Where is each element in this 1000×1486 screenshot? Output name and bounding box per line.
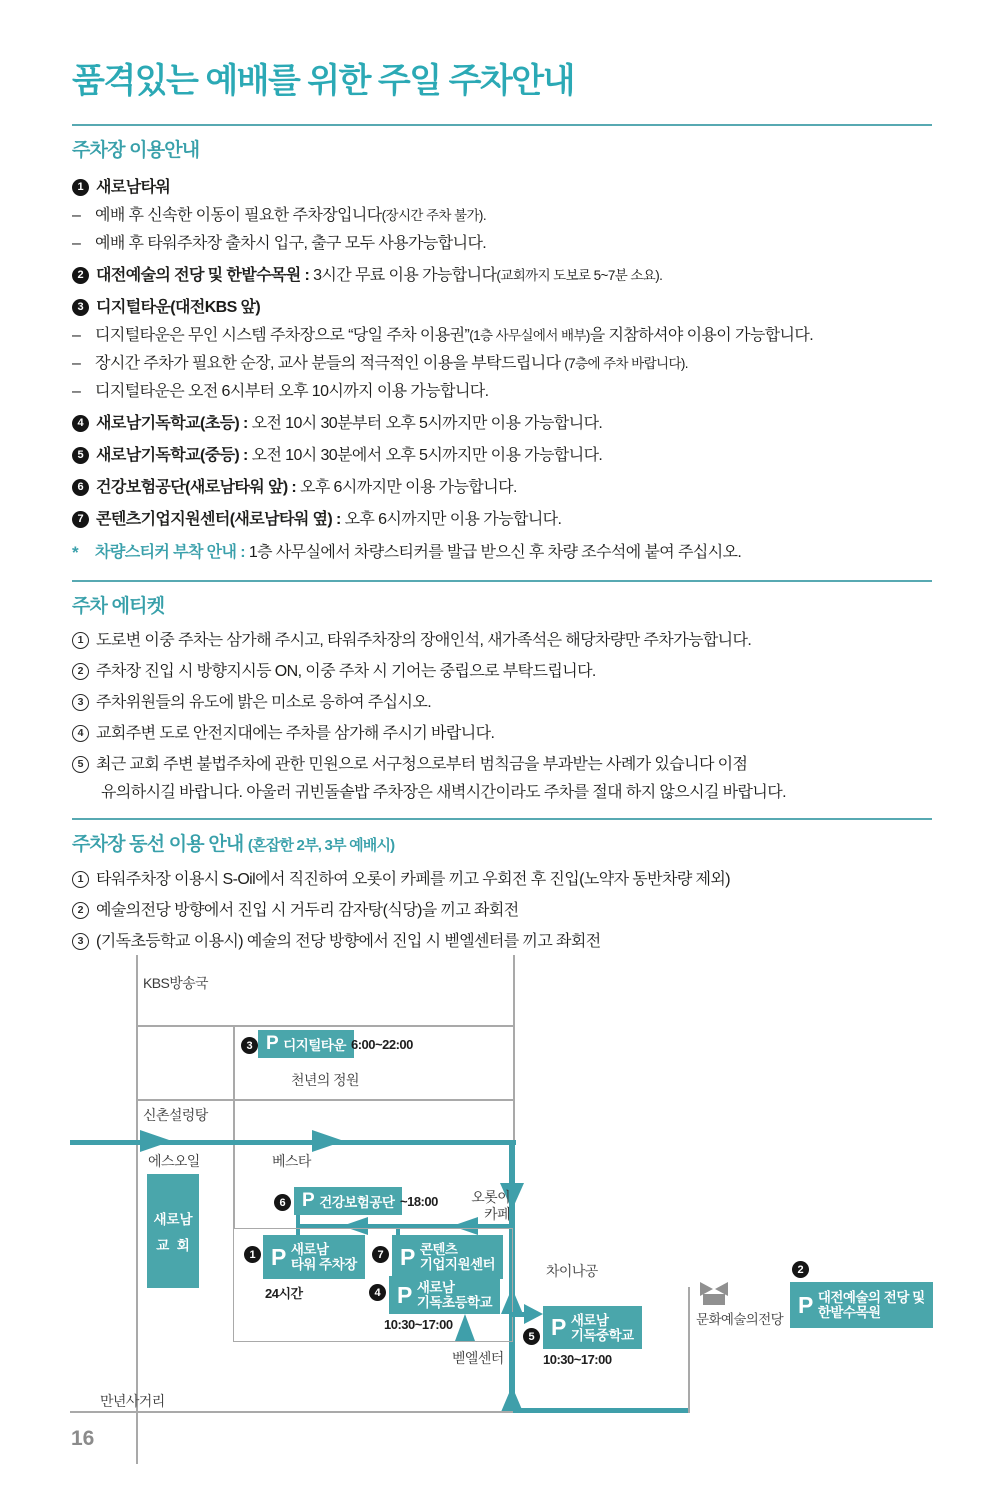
section-divider: [72, 818, 932, 820]
filled-number-marker: 3: [72, 299, 89, 316]
map-label-vesta: 베스타: [272, 1153, 311, 1169]
arrow-right-icon: [140, 1130, 172, 1152]
map-road-vertical-right: [513, 955, 515, 1142]
doc-line-text: (기독초등학교 이용시) 예술의 전당 방향에서 진입 시 벧엘센터를 끼고 좌회전: [96, 933, 601, 950]
doc-line: [72, 932, 932, 951]
parking-p-icon: P: [302, 1190, 315, 1211]
doc-line: [72, 354, 932, 373]
badge-label-line2: 한밭수목원: [817, 1305, 881, 1320]
filled-number-marker: 5: [72, 447, 89, 464]
map-label-cafe: [458, 1189, 510, 1223]
map-marker-4: 4: [369, 1284, 386, 1301]
section-heading-usage: 주차장 이용안내: [72, 140, 200, 161]
badge-label: 건강보험공단: [319, 1195, 395, 1210]
document-content: [72, 60, 932, 951]
doc-line: [72, 382, 932, 401]
doc-line-text: 새로남기독학교(초등) : 오전 10시 30분부터 오후 5시까지만 이용 가능합니다.: [96, 415, 603, 432]
badge-label-line1: 대전예술의 전당 및: [817, 1290, 925, 1305]
map-marker-2: 2: [792, 1261, 809, 1278]
section-heading-route: [72, 833, 932, 858]
doc-line-text: 주차위원들의 유도에 밝은 미소로 응하여 주십시오.: [96, 694, 432, 711]
circled-number-marker: 4: [72, 725, 89, 742]
doc-line-text: 타워주차장 이용시 S-Oil에서 직진하여 오롯이 카페를 끼고 우회전 후 진입(노약자 동반차량 제외): [96, 871, 730, 888]
section-parking-route: [72, 833, 932, 951]
map-marker-5: 5: [523, 1328, 540, 1345]
circled-number-marker: 1: [72, 871, 89, 888]
doc-line: [72, 206, 932, 225]
doc-line-text: 디지털타운(대전KBS 앞): [96, 299, 261, 316]
parking-map: [0, 953, 1000, 1486]
parking-badge-arts-center: [790, 1282, 933, 1328]
circled-number-marker: 1: [72, 632, 89, 649]
map-block-line: [233, 1025, 235, 1229]
doc-line-text: 건강보험공단(새로남타워 앞) : 오후 6시까지만 이용 가능합니다.: [96, 479, 517, 496]
page-title: 품격있는 예배를 위한 주일 주차안내: [72, 62, 574, 100]
parking-p-icon: P: [266, 1033, 279, 1054]
parking-p-icon: P: [551, 1314, 566, 1340]
dash-marker: –: [72, 207, 81, 224]
parking-badge-health-insurance: [294, 1187, 402, 1215]
filled-number-marker: 7: [72, 511, 89, 528]
doc-line: [72, 234, 932, 253]
doc-line: [72, 724, 932, 743]
map-block-line: [136, 1025, 514, 1027]
doc-line: [72, 478, 932, 497]
parking-badge-tower: [263, 1235, 365, 1279]
filled-number-marker: 2: [72, 267, 89, 284]
parking-badge-contents-center: [392, 1235, 503, 1279]
circled-number-marker: 3: [72, 933, 89, 950]
badge-label-line2: 기독중학교: [570, 1327, 634, 1343]
dash-marker: –: [72, 355, 81, 372]
filled-number-marker: 4: [72, 415, 89, 432]
doc-line-text: 대전예술의 전당 및 한밭수목원 : 3시간 무료 이용 가능합니다(교회까지 도보로 5~7분 소요).: [96, 267, 663, 284]
map-route-connector-stub: [510, 1312, 525, 1317]
badge-label-line2: 타워 주차장: [290, 1257, 357, 1272]
doc-line: [72, 446, 932, 465]
parking-p-icon: P: [798, 1291, 813, 1318]
doc-line: [72, 414, 932, 433]
asterisk-marker: *: [72, 543, 79, 562]
doc-line: [72, 543, 932, 562]
map-label-cafe-line1: 오롯이: [471, 1189, 510, 1205]
doc-line: [72, 326, 932, 345]
badge-label-line2: 기독초등학교: [416, 1295, 493, 1310]
section-divider: [72, 580, 932, 582]
doc-line: [72, 901, 932, 920]
map-label-culture-center: 문화예술의전당: [696, 1312, 784, 1327]
doc-line-text: 새로남타워: [96, 179, 171, 196]
doc-line-text: 예배 후 타워주차장 출차시 입구, 출구 모두 사용가능합니다.: [95, 235, 487, 252]
dash-marker: –: [72, 383, 81, 400]
parking-badge-digitaltown: [258, 1030, 354, 1058]
parking-p-icon: P: [397, 1281, 412, 1308]
doc-line: [72, 298, 932, 317]
badge-label-line1: 새로남: [290, 1242, 329, 1257]
map-marker-3: 3: [241, 1037, 258, 1054]
filled-number-marker: 1: [72, 179, 89, 196]
hours-middle-school: 10:30~17:00: [543, 1352, 612, 1367]
circled-number-marker: 5: [72, 756, 89, 773]
circled-number-marker: 2: [72, 902, 89, 919]
doc-line: [72, 510, 932, 529]
doc-line-text: 예술의전당 방향에서 진입 시 거두리 감자탕(식당)을 끼고 좌회전: [96, 902, 519, 919]
hours-health-insurance: ~18:00: [400, 1194, 438, 1209]
doc-line-text: 디지털타운은 무인 시스템 주차장으로 “당일 주차 이용권”(1층 사무실에서 배부)을 지참하셔야 이용이 가능합니다.: [95, 327, 814, 344]
parking-badge-middle-school: [543, 1306, 642, 1349]
doc-line: [72, 870, 932, 889]
section-heading-etiquette: 주차 에티켓: [72, 596, 165, 617]
doc-line: [72, 266, 932, 285]
arrow-right-icon: [312, 1130, 344, 1152]
doc-line-text: 콘텐츠기업지원센터(새로남타워 옆) : 오후 6시까지만 이용 가능합니다.: [96, 511, 562, 528]
badge-label: 디지털타운: [283, 1038, 346, 1053]
map-label-soil: 에스오일: [148, 1153, 200, 1169]
badge-label-line1: 콘텐츠: [419, 1242, 458, 1257]
map-church-block: [147, 1174, 199, 1288]
badge-label-line1: 새로남: [416, 1280, 455, 1295]
circled-number-marker: 3: [72, 694, 89, 711]
doc-line-text: 차량스티커 부착 안내 : 1층 사무실에서 차량스티커를 발급 받으신 후 차량 조수석에 붙여 주십시오.: [95, 544, 742, 561]
dash-marker: –: [72, 235, 81, 252]
route-heading-sub: (혼잡한 2부, 3부 예배시): [247, 837, 395, 854]
doc-line: [72, 693, 932, 712]
etiquette-lines: [72, 631, 932, 802]
doc-line-text: 장시간 주차가 필요한 순장, 교사 분들의 적극적인 이용을 부탁드립니다 (7층에 주차 바랍니다).: [95, 355, 688, 372]
map-marker-1: 1: [244, 1246, 261, 1263]
map-label-kbs: KBS방송국: [143, 975, 208, 991]
doc-line: [72, 755, 932, 774]
church-line2: 교 회: [156, 1238, 190, 1253]
route-lines: [72, 870, 932, 951]
doc-line-text: 예배 후 신속한 이동이 필요한 주차장입니다(장시간 주차 불가).: [95, 207, 486, 224]
badge-label-line2: 기업지원센터: [419, 1257, 496, 1272]
doc-line-text: 유의하시길 바랍니다. 아울러 귀빈돌솥밥 주차장은 새벽시간이라도 주차를 절대 하지 않으시길 바랍니다.: [101, 784, 786, 801]
parking-badge-elementary-school: [389, 1276, 500, 1314]
badge-label-line1: 새로남: [570, 1312, 609, 1328]
section-divider: [72, 124, 932, 126]
page-number: 16: [71, 1427, 95, 1450]
map-label-garden: 천년의 정원: [291, 1072, 359, 1088]
map-road-mannyeon: [70, 1411, 513, 1413]
route-heading-main: 주차장 동선 이용 안내: [72, 834, 248, 855]
map-block-line: [136, 1099, 514, 1101]
parking-p-icon: P: [400, 1243, 415, 1270]
map-route-road-bottom: [511, 1408, 689, 1413]
usage-lines: [72, 178, 932, 562]
hours-digitaltown: 6:00~22:00: [351, 1037, 413, 1052]
hours-elementary-school: 10:30~17:00: [384, 1317, 453, 1332]
section-parking-etiquette: [72, 595, 932, 802]
church-line1: 새로남: [153, 1212, 193, 1227]
map-label-sincheon: 신촌설렁탕: [143, 1107, 208, 1123]
filled-number-marker: 6: [72, 479, 89, 496]
doc-line-text: 디지털타운은 오전 6시부터 오후 10시까지 이용 가능합니다.: [95, 383, 489, 400]
map-label-china: 차이나공: [546, 1263, 598, 1279]
doc-line-text: 주차장 진입 시 방향지시등 ON, 이중 주차 시 기어는 중립으로 부탁드립니다.: [96, 663, 596, 680]
map-block-line-right: [688, 1287, 690, 1413]
arrow-up-icon: [455, 1314, 475, 1341]
doc-line-text: 최근 교회 주변 불법주차에 관한 민원으로 서구청으로부터 범칙금을 부과받는 사례가 있습니다 이점: [96, 756, 748, 773]
doc-line-text: 도로변 이중 주차는 삼가해 주시고, 타워주차장의 장애인석, 새가족석은 해당차량만 주차가능합니다.: [96, 632, 752, 649]
map-label-bethel: 벧엘센터: [452, 1350, 504, 1366]
map-marker-6: 6: [274, 1194, 291, 1211]
doc-line: [72, 631, 932, 650]
map-marker-7: 7: [372, 1246, 389, 1263]
doc-line-text: 교회주변 도로 안전지대에는 주차를 삼가해 주시기 바랍니다.: [96, 725, 495, 742]
doc-line: [72, 662, 932, 681]
parking-p-icon: P: [271, 1243, 286, 1270]
map-label-cafe-line2: 카페: [484, 1206, 510, 1222]
section-parking-usage: [72, 139, 932, 562]
map-road-vertical-left: [136, 955, 138, 1464]
dash-marker: –: [72, 327, 81, 344]
hours-tower: 24시간: [265, 1286, 303, 1301]
map-label-mannyeon: 만년사거리: [100, 1393, 165, 1409]
arrow-right-icon: [524, 1304, 543, 1324]
arts-center-icon: [699, 1282, 729, 1308]
doc-line-text: 새로남기독학교(중등) : 오전 10시 30분에서 오후 5시까지만 이용 가능합니다.: [96, 447, 603, 464]
doc-line: [72, 178, 932, 197]
doc-line: [72, 783, 932, 802]
circled-number-marker: 2: [72, 663, 89, 680]
map-route-road-horizontal: [70, 1140, 516, 1145]
